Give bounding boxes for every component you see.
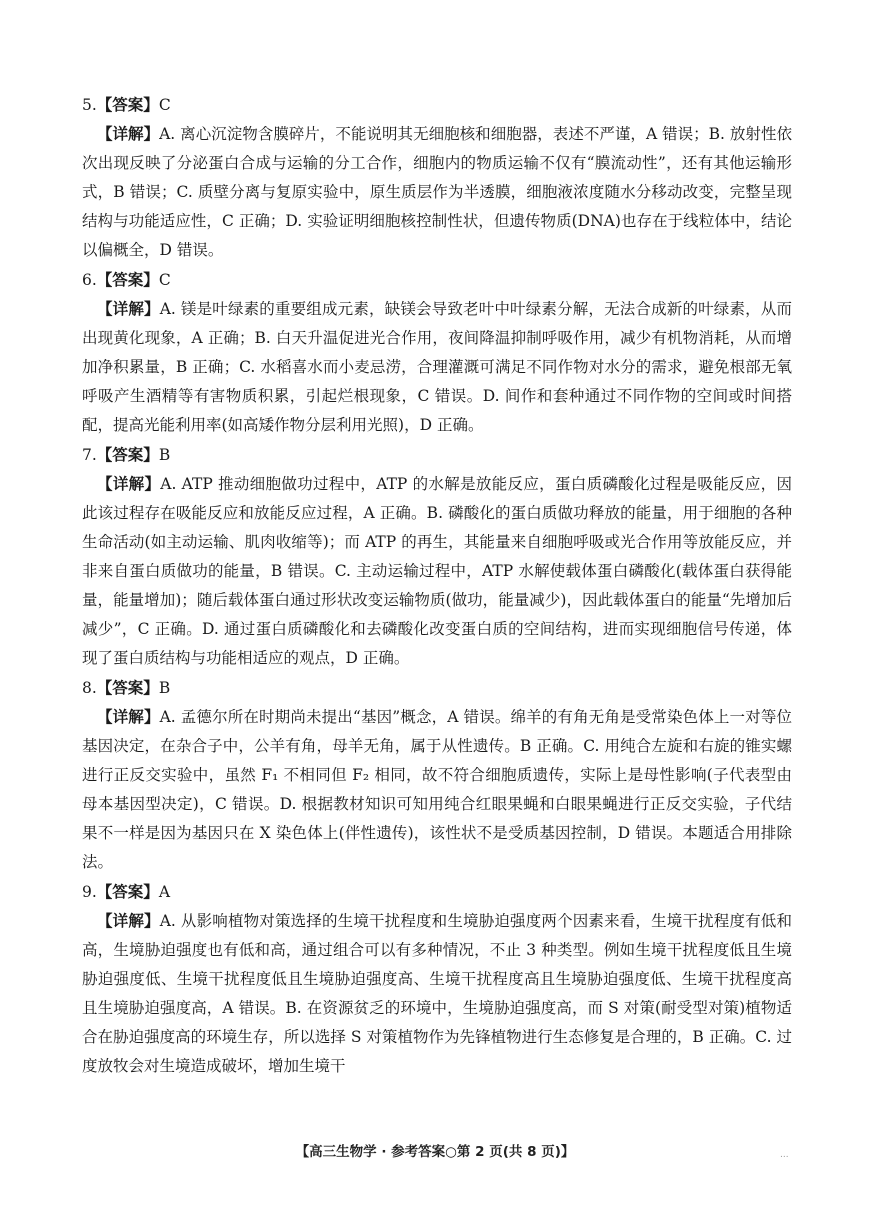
answer-line <box>82 265 792 294</box>
answer-line <box>82 90 792 119</box>
answer-tag: 【答案】 <box>96 95 159 114</box>
answer-content <box>82 90 792 1081</box>
corner-mark: ... <box>780 1150 789 1160</box>
detail-paragraph <box>82 469 792 673</box>
answer-line <box>82 440 792 469</box>
detail-tag: 【详解】 <box>97 474 161 493</box>
answer-value: C <box>158 96 171 114</box>
detail-tag: 【详解】 <box>97 124 160 143</box>
question-number: 7. <box>82 446 97 464</box>
detail-tag: 【详解】 <box>97 299 160 318</box>
detail-text: A. 从影响植物对策选择的生境干扰程度和生境胁迫强度两个因素来看，生境干扰程度有低和高，生境胁迫强度也有低和高，通过组合可以有多种情况，不止 3 种类型。例如生境干扰程度低且生境胁迫强度低、生境干扰程度低且生境胁迫强度高、生境干扰程度高且生境胁迫强度低、生境干扰程度高且生境胁迫强度高，A 错误。B. 在资源贫乏的环境中，生境胁迫强度高，而 S 对策(耐受型对策)植物适合在胁迫强度高的环境生存，所以选择 S 对策植物作为先锋植物进行生态修复是合理的，B 正确。C. 过度放牧会对生境造成破坏，增加生境干 <box>82 912 792 1075</box>
question-5 <box>82 90 792 265</box>
answer-value: B <box>158 679 171 697</box>
answer-tag: 【答案】 <box>96 882 159 901</box>
question-number: 6. <box>82 271 97 289</box>
question-number: 8. <box>82 679 97 697</box>
detail-text: A. 镁是叶绿素的重要组成元素，缺镁会导致老叶中叶绿素分解，无法合成新的叶绿素，从而出现黄化现象，A 正确；B. 白天升温促进光合作用，夜间降温抑制呼吸作用，减少有机物消耗，从而增加净积累量，B 正确；C. 水稻喜水而小麦忌涝，合理灌溉可满足不同作物对水分的需求，避免根部无氧呼吸产生酒精等有害物质积累，引起烂根现象，C 错误。D. 间作和套种通过不同作物的空间或时间搭配，提高光能利用率(如高矮作物分层利用光照)，D 正确。 <box>82 300 792 434</box>
answer-tag: 【答案】 <box>96 678 159 697</box>
question-7 <box>82 440 792 673</box>
page-footer: 【高三生物学 · 参考答案○第 2 页(共 8 页)】 <box>295 1144 575 1160</box>
detail-paragraph <box>82 906 792 1081</box>
detail-text: A. 孟德尔所在时期尚未提出“基因”概念，A 错误。绵羊的有角无角是受常染色体上一对等位基因决定，在杂合子中，公羊有角，母羊无角，属于从性遗传。B 正确。C. 用纯合左旋和右旋的锥实螺进行正反交实验中，虽然 F₁ 不相同但 F₂ 相同，故不符合细胞质遗传，实际上是母性影响(子代表型由母本基因型决定)，C 错误。D. 根据教材知识可知用纯合红眼果蝇和白眼果蝇进行正反交实验，子代结果不一样是因为基因只在 X 染色体上(伴性遗传)，该性状不是受质基因控制，D 错误。本题适合用排除法。 <box>82 708 792 871</box>
question-number: 5. <box>82 96 97 114</box>
question-9 <box>82 877 792 1081</box>
answer-value: B <box>158 446 171 464</box>
answer-value: A <box>158 883 171 901</box>
answer-line <box>82 673 792 702</box>
detail-paragraph <box>82 294 792 440</box>
detail-tag: 【详解】 <box>97 911 160 930</box>
question-8 <box>82 673 792 877</box>
question-number: 9. <box>82 883 97 901</box>
answer-tag: 【答案】 <box>96 270 159 289</box>
answer-value: C <box>158 271 171 289</box>
detail-text: A. ATP 推动细胞做功过程中，ATP 的水解是放能反应，蛋白质磷酸化过程是吸能反应，因此该过程存在吸能反应和放能反应过程，A 正确。B. 磷酸化的蛋白质做功释放的能量，用于细胞的各种生命活动(如主动运输、肌肉收缩等)；而 ATP 的再生，其能量来自细胞呼吸或光合作用等放能反应，并非来自蛋白质做功的能量，B 错误。C. 主动运输过程中，ATP 水解使载体蛋白磷酸化(载体蛋白获得能量，能量增加)；随后载体蛋白通过形状改变运输物质(做功，能量减少)，因此载体蛋白的能量“先增加后减少”，C 正确。D. 通过蛋白质磷酸化和去磷酸化改变蛋白质的空间结构，进而实现细胞信号传递，体现了蛋白质结构与功能相适应的观点，D 正确。 <box>82 475 792 667</box>
detail-text: A. 离心沉淀物含膜碎片，不能说明其无细胞核和细胞器，表述不严谨，A 错误；B. 放射性依次出现反映了分泌蛋白合成与运输的分工合作，细胞内的物质运输不仅有“膜流动性”，还有其他运输形式，B 错误；C. 质壁分离与复原实验中，原生质层作为半透膜，细胞液浓度随水分移动改变，完整呈现结构与功能适应性，C 正确；D. 实验证明细胞核控制性状，但遗传物质(DNA)也存在于线粒体中，结论以偏概全，D 错误。 <box>82 125 792 259</box>
detail-tag: 【详解】 <box>97 707 160 726</box>
answer-tag: 【答案】 <box>96 445 159 464</box>
detail-paragraph <box>82 119 792 265</box>
detail-paragraph <box>82 702 792 877</box>
question-6 <box>82 265 792 440</box>
answer-line <box>82 877 792 906</box>
